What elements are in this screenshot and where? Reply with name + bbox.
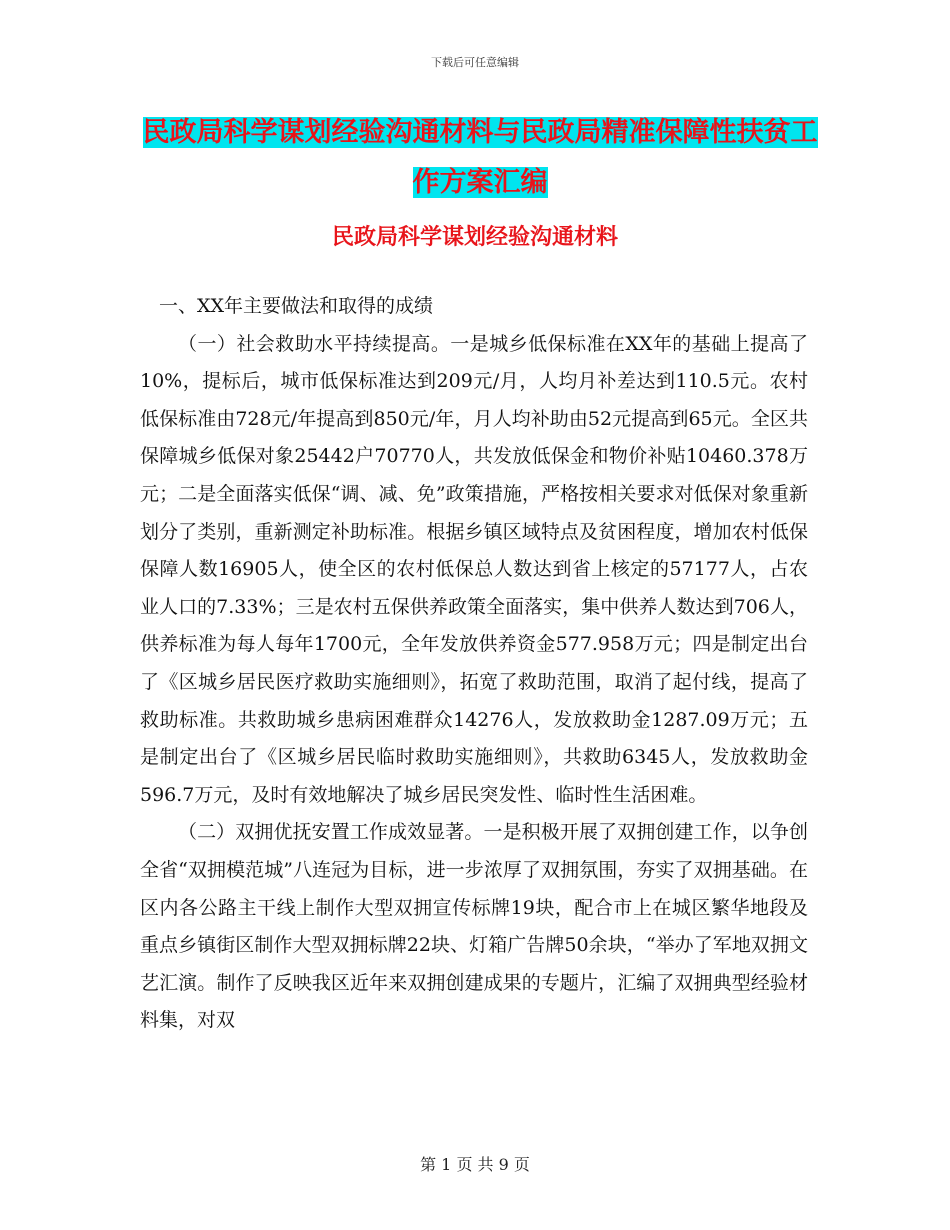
document-title-text: 民政局科学谋划经验沟通材料与民政局精准保障性扶贫工作方案汇编 — [142, 117, 818, 198]
paragraph-heading: 一、XX年主要做法和取得的成绩 — [159, 295, 434, 317]
document-title — [140, 108, 820, 208]
body-text — [140, 288, 808, 1040]
section-title: 民政局科学谋划经验沟通材料 — [331, 225, 618, 250]
paragraph: （一）社会救助水平持续提高。一是城乡低保标准在XX年的基础上提高了10%，提标后，城市低保标准达到209元/月，人均月补差达到110.5元。农村低保标准由728元/年提高到850元/年，月人均补助由52元提高到65元。全区共保障城乡低保对象25442户70770人，共发放低保金和物价补贴10460.378万元；二是全面落实低保“调、减、免”政策措施，严格按相关要求对低保对象重新划分了类别，重新测定补助标准。根据乡镇区域特点及贫困程度，增加农村低保保障人数16905人，使全区的农村低保总人数达到省上核定的57177人，占农业人口的7.33%；三是农村五保供养政策全面落实，集中供养人数达到706人，供养标准为每人每年1700元，全年发放供养资金577.958万元；四是制定出台了《区城乡居民医疗救助实施细则》，拓宽了救助范围，取消了起付线，提高了救助标准。共救助城乡患病困难群众14276人，发放救助金1287.09万元；五是制定出台了《区城乡居民临时救助实施细则》，共救助6345人，发放救助金596.7万元，及时有效地解决了城乡居民突发性、临时性生活困难。 — [140, 332, 808, 806]
paragraph: （二）双拥优抚安置工作成效显著。一是积极开展了双拥创建工作，以争创全省“双拥模范城”八连冠为目标，进一步浓厚了双拥氛围，夯实了双拥基础。在区内各公路主干线上制作大型双拥宣传标牌19块，配合市上在城区繁华地段及重点乡镇街区制作大型双拥标牌22块、灯箱广告牌50余块，“举办了军地双拥文艺汇演。制作了反映我区近年来双拥创建成果的专题片，汇编了双拥典型经验材料集，对双 — [140, 821, 808, 1032]
page-footer: 第 1 页 共 9 页 — [420, 1155, 530, 1174]
header-note: 下载后可任意编辑 — [431, 56, 519, 69]
